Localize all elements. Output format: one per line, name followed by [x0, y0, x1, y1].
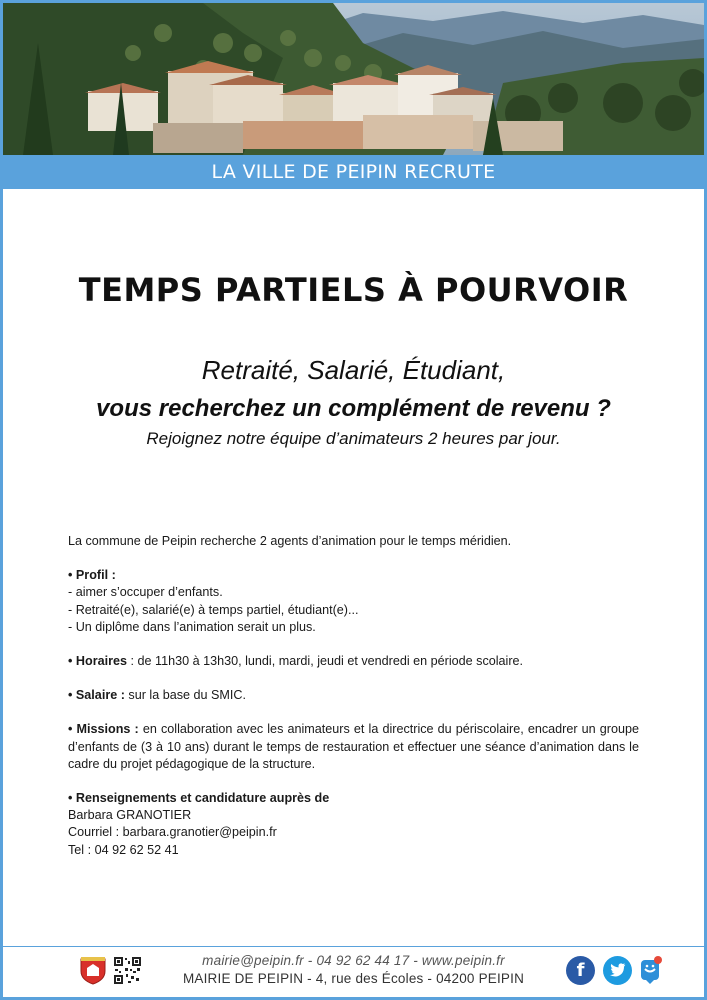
profil-label: • Profil :	[68, 568, 116, 583]
horaires-line	[68, 653, 639, 670]
subtitle-audience: Retraité, Salarié, Étudiant,	[201, 355, 506, 385]
facebook-icon[interactable]: f	[566, 956, 595, 985]
job-description	[68, 533, 639, 859]
footer	[3, 947, 704, 997]
footer-address-line: MAIRIE DE PEIPIN - 4, rue des Écoles - 04200 PEIPIN	[182, 971, 525, 986]
missions-text: en collaboration avec les animateurs et la directrice du périscolaire, encadrer un groupe d’enfants de (3 à 10 ans) durant le temps de restauration et effectuer une séance d’animation dans le cadre du projet pédagogique de la structure.	[68, 722, 639, 771]
recruitment-banner: LA VILLE DE PEIPIN RECRUTE	[3, 155, 704, 189]
salaire-line	[68, 687, 639, 704]
page	[3, 3, 704, 997]
horaires-text: : de 11h30 à 13h30, lundi, mardi, jeudi et vendredi en période scolaire.	[127, 654, 524, 669]
contact-label: • Renseignements et candidature auprès de	[68, 791, 330, 806]
profil-item: - Un diplôme dans l’animation serait un plus.	[68, 619, 316, 634]
profil-item: - aimer s’occuper d’enfants.	[68, 585, 223, 600]
missions-label: • Missions :	[68, 722, 139, 737]
twitter-icon[interactable]	[603, 956, 632, 985]
hero-village-photo	[3, 3, 704, 155]
app-icon[interactable]	[640, 955, 662, 985]
footer-contact-line[interactable]: mairie@peipin.fr - 04 92 62 44 17 - www.peipin.fr	[202, 953, 505, 968]
horaires-label: • Horaires	[68, 654, 128, 669]
subtitle-question: vous recherchez un complément de revenu ?	[96, 395, 611, 422]
page-title: TEMPS PARTIELS À POURVOIR	[78, 271, 629, 309]
contact-phone[interactable]: Tel : 04 92 62 52 41	[68, 842, 179, 857]
profil-item: - Retraité(e), salarié(e) à temps partiel, étudiant(e)...	[68, 602, 359, 617]
salaire-text: sur la base du SMIC.	[124, 688, 247, 703]
contact-email[interactable]: Courriel : barbara.granotier@peipin.fr	[68, 825, 277, 840]
salaire-label: • Salaire :	[68, 688, 125, 703]
missions-line	[68, 721, 639, 773]
subtitle-invitation: Rejoignez notre équipe d’animateurs 2 heures par jour.	[146, 429, 561, 448]
contact-name: Barbara GRANOTIER	[68, 808, 192, 823]
intro-text: La commune de Peipin recherche 2 agents d’animation pour le temps méridien.	[68, 534, 512, 548]
